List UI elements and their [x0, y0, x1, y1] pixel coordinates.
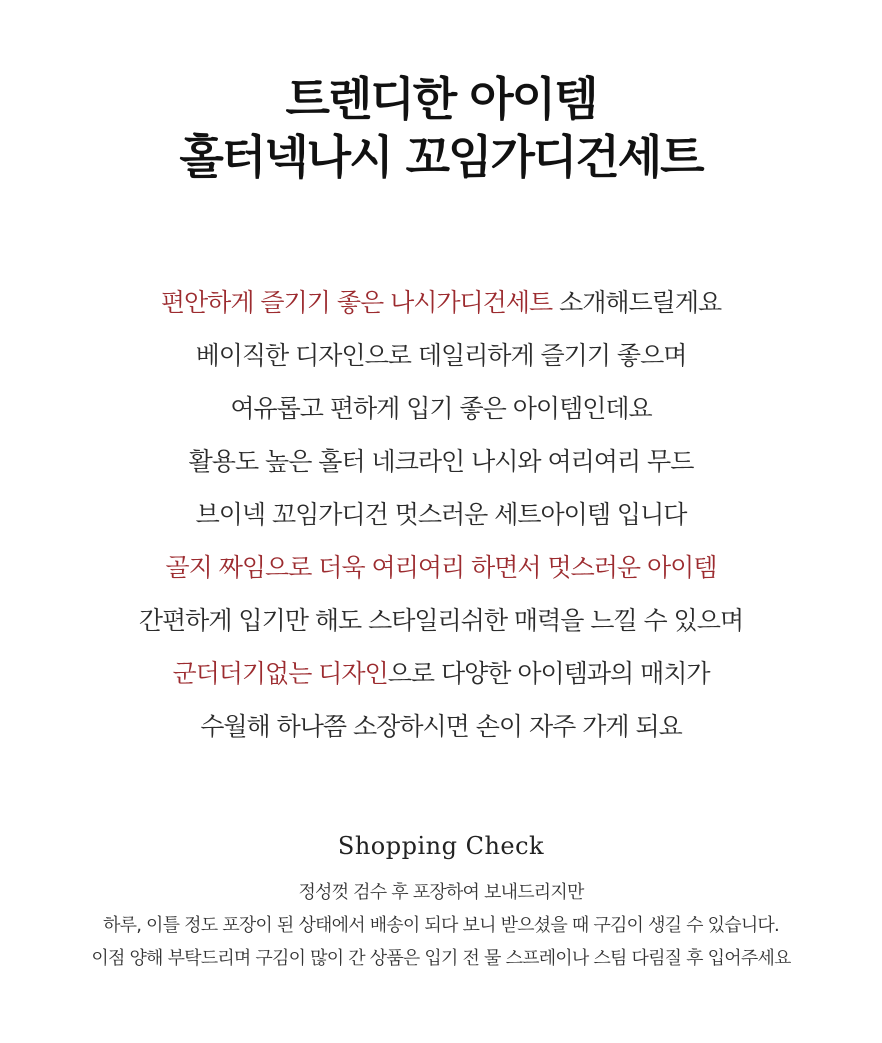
note-line-2: 하루, 이틀 정도 포장이 된 상태에서 배송이 되다 보니 받으셨을 때 구김이 생길 수 있습니다.: [103, 915, 779, 936]
description-line-3: 여유롭고 편하게 입기 좋은 아이템인데요: [230, 394, 652, 423]
description-line-2: 베이직한 디자인으로 데일리하게 즐기기 좋으며: [195, 341, 687, 370]
title-line-1: 트렌디한 아이템: [285, 72, 597, 126]
description-line-7: 간편하게 입기만 해도 스타일리쉬한 매력을 느낄 수 있으며: [138, 606, 744, 635]
description-highlight: 군더더기없는 디자인: [172, 659, 388, 688]
note-line-1: 정성껏 검수 후 포장하여 보내드리지만: [298, 882, 584, 903]
description-highlight: 편안하게 즐기기 좋은 나시가디건세트: [160, 288, 553, 317]
description-line-1: [0, 276, 882, 329]
description-line-4: 활용도 높은 홀터 네크라인 나시와 여리여리 무드: [188, 447, 694, 476]
shopping-check-notes: [0, 876, 882, 975]
description-line-9: 수월해 하나쯤 소장하시면 손이 자주 가게 되요: [200, 712, 682, 741]
shopping-check-heading: Shopping Check: [337, 832, 545, 860]
description-text: 으로 다양한 아이템과의 매치가: [387, 659, 710, 688]
description-line-8: [0, 647, 882, 700]
note-line-3: 이점 양해 부탁드리며 구김이 많이 간 상품은 입기 전 물 스프레이나 스팀 다림질 후 입어주세요: [91, 948, 791, 969]
description-text: 소개해드릴게요: [552, 288, 722, 317]
product-title: [0, 70, 882, 186]
title-line-2: 홀터넥나시 꼬임가디건세트: [179, 130, 703, 184]
description-line-5: 브이넥 꼬임가디건 멋스러운 세트아이템 입니다: [195, 500, 687, 529]
product-description: [0, 276, 882, 753]
description-line-6: 골지 짜임으로 더욱 여리여리 하면서 멋스러운 아이템: [165, 553, 717, 582]
